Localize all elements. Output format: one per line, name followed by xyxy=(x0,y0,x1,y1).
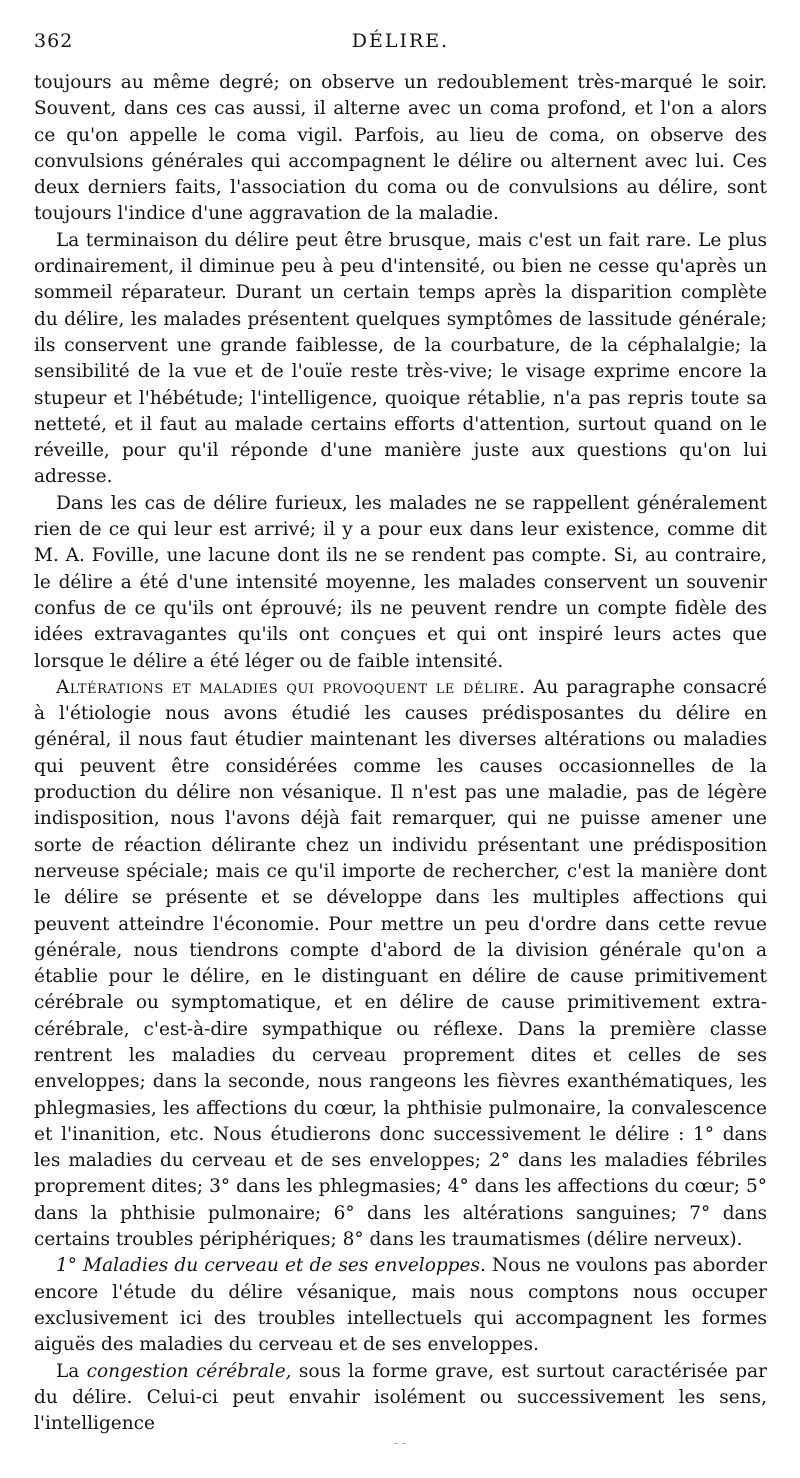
paragraph-text: Dans les cas de délire furieux, les malades ne se rappellent généralement rien de ce qui leur est arrivé; il y a pour eux dans leur existence, comme dit M. A. Foville, une lacune dont ils ne se rendent pas compte. Si, au contraire, le délire a été d'une intensité moyenne, les malades conservent un souvenir confus de ce qu'ils ont éprouvé; ils ne peuvent rendre un compte fidèle des idées extravagantes qu'ils ont conçues et qui ont inspiré leurs actes que lorsque le délire a été léger ou de faible intensité. xyxy=(34,492,767,672)
book-page xyxy=(34,30,767,1437)
page-number: 362 xyxy=(34,30,74,52)
paragraph-text: Nous ne voulons pas aborder encore l'étude du délire vésanique, mais nous comptons nous occuper exclusivement ici des troubles intellectuels qui accompagnent les formes aiguës des maladies du cerveau et de ses enveloppes. xyxy=(34,1255,767,1356)
section-heading: Altérations et maladies qui provoquent le délire. xyxy=(56,676,526,698)
paragraph xyxy=(34,70,767,228)
italic-term: congestion cérébrale, xyxy=(86,1360,292,1382)
paragraph xyxy=(34,1253,767,1358)
running-header xyxy=(34,30,767,58)
running-title: DÉLIRE. xyxy=(351,30,450,52)
paragraph-text: La terminaison du délire peut être brusque, mais c'est un fait rare. Le plus ordinairement, il diminue peu à peu d'intensité, ou bien ne cesse qu'après un sommeil réparateur. Durant un certain temps après la disparition complète du délire, les malades présentent quelques symptômes de lassitude générale; ils conservent une grande faiblesse, de la courbature, de la céphalalgie; la sensibilité de la vue et de l'ouïe reste très-vive; le visage exprime encore la stupeur et l'hébétude; l'intelligence, quoique rétablie, n'a pas repris toute sa netteté, et il faut au malade certains efforts d'attention, surtout quand on le réveille, pour qu'il réponde d'une manière juste aux questions qu'on lui adresse. xyxy=(34,229,767,488)
paragraph-lead: La xyxy=(56,1360,87,1382)
paragraph xyxy=(34,228,767,491)
footer-mark: - - xyxy=(394,1436,406,1450)
body-text xyxy=(34,70,767,1437)
paragraph xyxy=(34,675,767,1254)
section-heading: 1° Maladies du cerveau et de ses enveloppes. xyxy=(56,1255,486,1277)
paragraph-text: Au paragraphe consacré à l'étiologie nous avons étudié les causes prédisposantes du délire en général, il nous faut étudier maintenant les diverses altérations ou maladies qui peuvent être considérées comme les causes occasionnelles de la production du délire non vésanique. Il n'est pas une maladie, pas de légère indisposition, nous l'avons déjà fait remarquer, qui ne puisse amener une sorte de réaction délirante chez un individu présentant une prédisposition nerveuse spéciale; mais ce qu'il importe de rechercher, c'est la manière dont le délire se présente et se développe dans les multiples affections qui peuvent atteindre l'économie. Pour mettre un peu d'ordre dans cette revue générale, nous tiendrons compte d'abord de la division générale qu'on a établie pour le délire, en le distinguant en délire de cause primitivement cérébrale ou symptomatique, et en délire de cause primitivement extra-cérébrale, c'est-à-dire sympathique ou réflexe. Dans la première classe rentrent les maladies du cerveau proprement dites et celles de ses enveloppes; dans la seconde, nous rangeons les fièvres exanthématiques, les phlegmasies, les affections du cœur, la phthisie pulmonaire, la convalescence et l'inanition, etc. Nous étudierons donc successivement le délire : 1° dans les maladies du cerveau et de ses enveloppes; 2° dans les maladies fébriles proprement dites; 3° dans les phlegmasies; 4° dans les affections du cœur; 5° dans la phthisie pulmonaire; 6° dans les altérations sanguines; 7° dans certains troubles périphériques; 8° dans les traumatismes (délire nerveux). xyxy=(34,676,767,1251)
paragraph xyxy=(34,491,767,675)
paragraph xyxy=(34,1359,767,1438)
paragraph-text: toujours au même degré; on observe un redoublement très-marqué le soir. Souvent, dans ces cas aussi, il alterne avec un coma profond, et l'on a alors ce qu'on appelle le coma vigil. Parfois, au lieu de coma, on observe des convulsions générales qui accompagnent le délire ou alternent avec lui. Ces deux derniers faits, l'association du coma ou de convulsions au délire, sont toujours l'indice d'une aggravation de la maladie. xyxy=(34,72,767,225)
paragraph-text: sous la forme grave, est surtout caractérisée par du délire. Celui-ci peut envahir isolément ou successivement les sens, l'intelligence xyxy=(34,1360,767,1435)
